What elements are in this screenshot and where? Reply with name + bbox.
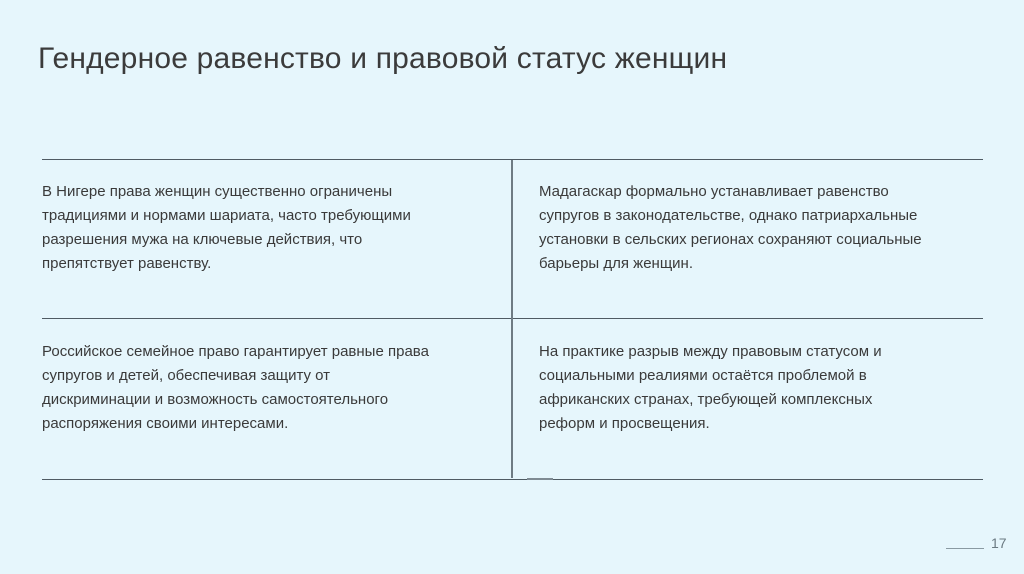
cell-text-line: барьеры для женщин. bbox=[539, 255, 694, 272]
slide-title: Гендерное равенство и правовой статус женщин bbox=[38, 42, 728, 75]
cell-text-line: традициями и нормами шариата, часто требующими bbox=[42, 207, 411, 224]
table-cell-niger bbox=[42, 180, 482, 276]
cell-text-line: Российское семейное право гарантирует равные права bbox=[42, 343, 429, 360]
table-divider-tail bbox=[527, 478, 553, 480]
page-number: 17 bbox=[991, 535, 1007, 551]
table-bottom-rule bbox=[42, 479, 983, 480]
cell-text-line: супругов в законодательстве, однако патриархальные bbox=[539, 207, 918, 224]
table-cell-russia bbox=[42, 340, 482, 436]
table-cell-madagascar bbox=[539, 180, 979, 276]
cell-text-line: установки в сельских регионах сохраняют социальные bbox=[539, 231, 922, 248]
cell-text-line: африканских странах, требующей комплексных bbox=[539, 391, 873, 408]
cell-text-line: препятствует равенству. bbox=[42, 255, 212, 272]
table-column-divider bbox=[511, 160, 513, 478]
cell-text-line: Мадагаскар формально устанавливает равенство bbox=[539, 183, 889, 200]
cell-text-line: реформ и просвещения. bbox=[539, 415, 710, 432]
table-cell-practice bbox=[539, 340, 979, 436]
cell-text-line: разрешения мужа на ключевые действия, что bbox=[42, 231, 363, 248]
cell-text-line: распоряжения своими интересами. bbox=[42, 415, 289, 432]
cell-text-line: дискриминации и возможность самостоятельного bbox=[42, 391, 389, 408]
cell-text-line: На практике разрыв между правовым статусом и bbox=[539, 343, 882, 360]
cell-text-line: супругов и детей, обеспечивая защиту от bbox=[42, 367, 331, 384]
cell-text-line: В Нигере права женщин существенно ограничены bbox=[42, 183, 393, 200]
page-number-rule bbox=[946, 548, 984, 549]
cell-text-line: социальными реалиями остаётся проблемой в bbox=[539, 367, 867, 384]
